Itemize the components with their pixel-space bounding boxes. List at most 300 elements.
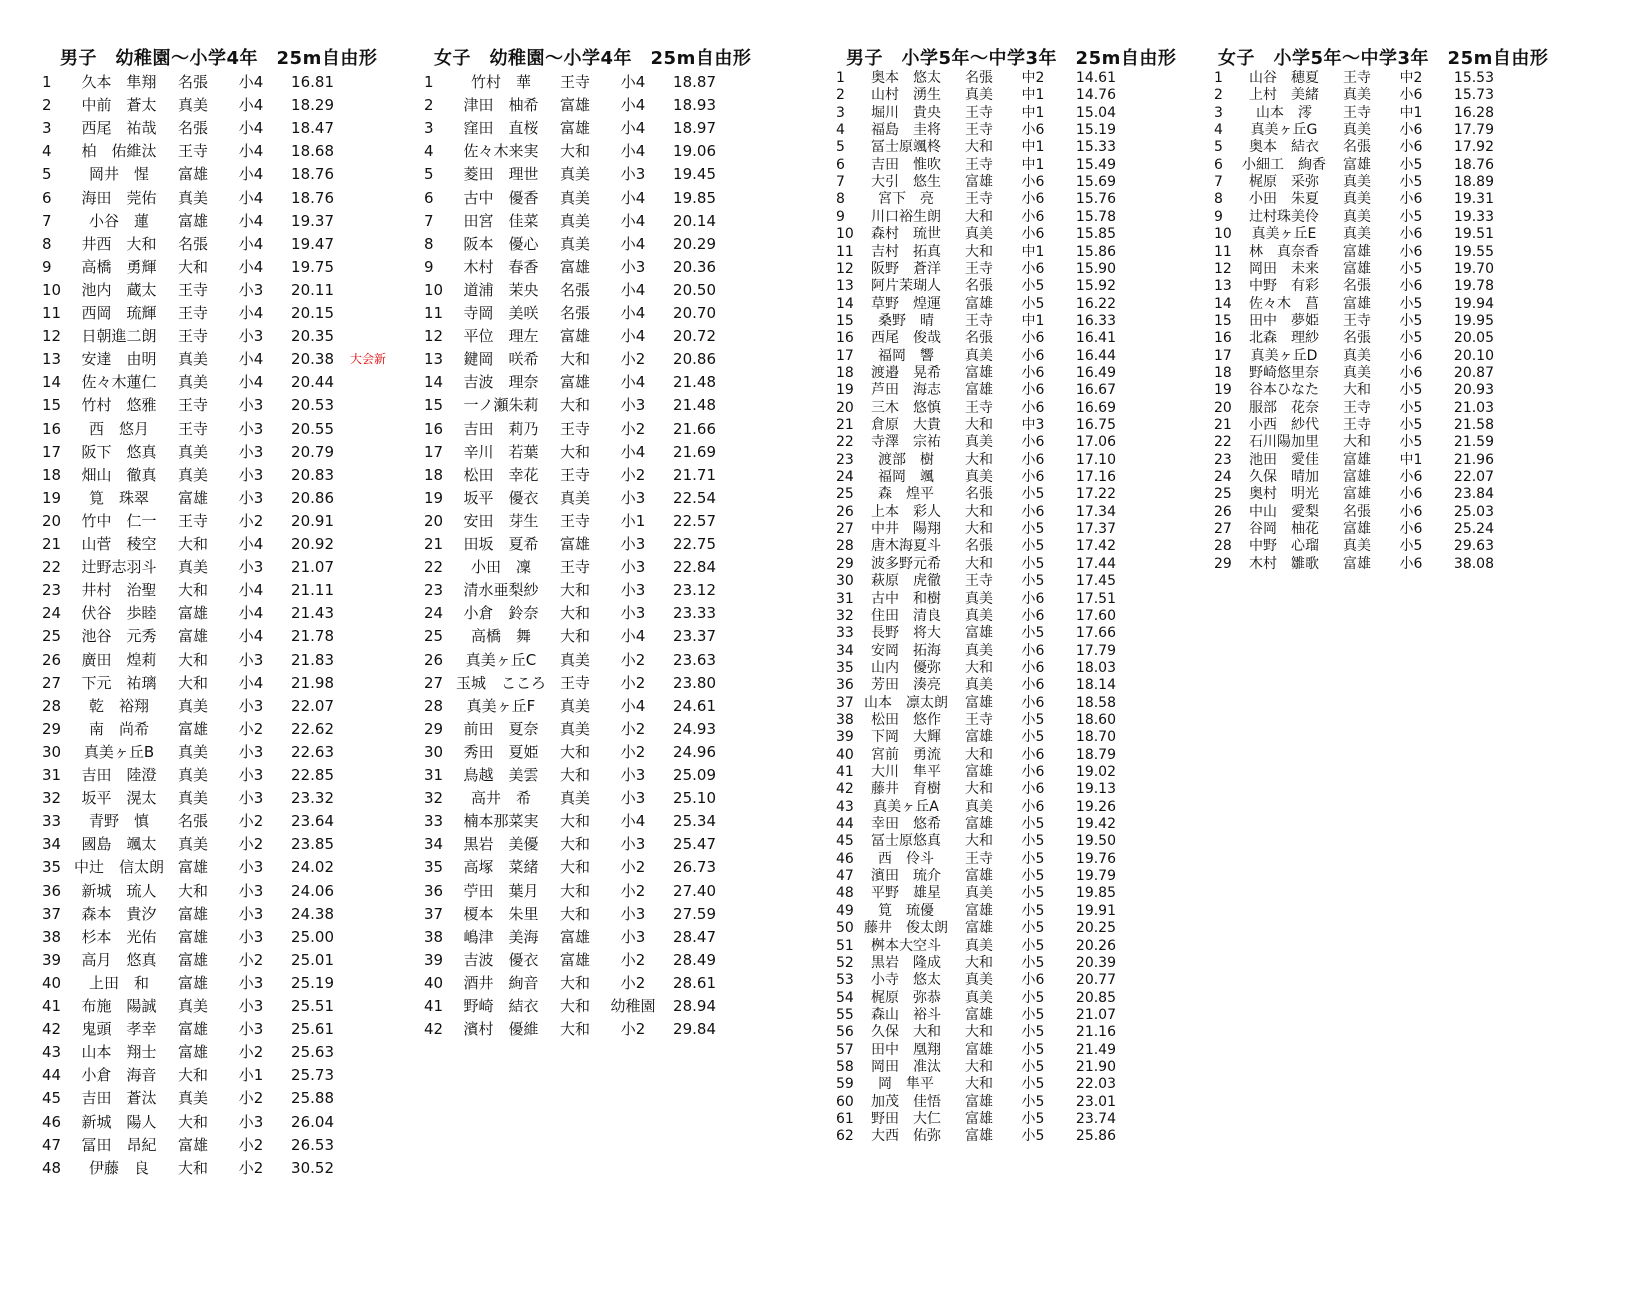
cell-rank: 17 bbox=[836, 347, 854, 364]
table-row bbox=[1214, 416, 1504, 434]
cell-team: 真美 bbox=[965, 885, 993, 902]
cell-time: 21.43 bbox=[291, 604, 334, 623]
table-row bbox=[836, 659, 1126, 677]
cell-team: 富雄 bbox=[1343, 469, 1371, 486]
cell-time: 22.62 bbox=[291, 719, 334, 738]
cell-grade: 小5 bbox=[1021, 573, 1045, 590]
cell-grade: 小3 bbox=[238, 881, 264, 900]
cell-time: 23.01 bbox=[1075, 1093, 1116, 1110]
table-row bbox=[42, 255, 342, 279]
cell-team: 真美 bbox=[559, 789, 590, 808]
cell-time: 18.60 bbox=[1075, 711, 1116, 728]
table-row bbox=[1214, 347, 1504, 365]
table-row bbox=[836, 225, 1126, 243]
cell-name: 中山 愛梨 bbox=[1249, 503, 1319, 520]
table-row bbox=[424, 324, 724, 348]
cell-team: 大和 bbox=[965, 1058, 993, 1075]
cell-time: 16.28 bbox=[1453, 104, 1494, 121]
table-row bbox=[1214, 468, 1504, 486]
cell-name: 山内 優弥 bbox=[871, 659, 941, 676]
cell-name: 上村 美緒 bbox=[1249, 87, 1319, 104]
cell-team: 真美 bbox=[965, 642, 993, 659]
table-row bbox=[42, 93, 342, 117]
cell-name: 藤井 俊太朗 bbox=[864, 920, 948, 937]
cell-team: 富雄 bbox=[1343, 555, 1371, 572]
cell-rank: 44 bbox=[836, 816, 854, 833]
cell-rank: 48 bbox=[836, 885, 854, 902]
cell-name: 竹中 仁一 bbox=[81, 511, 157, 530]
cell-rank: 6 bbox=[424, 188, 434, 207]
cell-name: 谷岡 柚花 bbox=[1249, 521, 1319, 538]
cell-rank: 46 bbox=[836, 850, 854, 867]
table-row bbox=[424, 879, 724, 903]
cell-grade: 小5 bbox=[1399, 208, 1423, 225]
table-row bbox=[1214, 156, 1504, 174]
cell-rank: 19 bbox=[42, 488, 62, 507]
table-row bbox=[424, 463, 724, 487]
table-row bbox=[836, 832, 1126, 850]
cell-team: 真美 bbox=[177, 835, 208, 854]
cell-time: 21.71 bbox=[673, 465, 716, 484]
cell-name: 大川 隼平 bbox=[871, 764, 941, 780]
cell-time: 22.07 bbox=[291, 696, 334, 715]
cell-grade: 小6 bbox=[1399, 87, 1423, 104]
cell-time: 19.31 bbox=[1453, 191, 1494, 208]
cell-grade: 小3 bbox=[620, 396, 646, 415]
cell-name: 西尾 俊哉 bbox=[871, 330, 941, 347]
cell-grade: 小3 bbox=[620, 488, 646, 507]
cell-name: 山村 湧生 bbox=[871, 87, 941, 104]
table-row bbox=[1214, 138, 1504, 156]
table-row bbox=[42, 486, 342, 510]
cell-time: 17.37 bbox=[1075, 521, 1116, 538]
cell-rank: 30 bbox=[836, 573, 854, 590]
cell-team: 真美 bbox=[965, 677, 993, 694]
cell-rank: 37 bbox=[836, 694, 854, 711]
cell-grade: 小5 bbox=[1399, 295, 1423, 312]
cell-rank: 33 bbox=[42, 812, 62, 831]
table-row bbox=[836, 399, 1126, 417]
cell-rank: 13 bbox=[836, 278, 854, 295]
cell-time: 24.38 bbox=[291, 904, 334, 923]
cell-grade: 小2 bbox=[620, 673, 646, 692]
cell-name: 筧 琉優 bbox=[878, 902, 934, 919]
cell-rank: 2 bbox=[42, 96, 52, 115]
cell-rank: 17 bbox=[1214, 347, 1232, 364]
cell-rank: 15 bbox=[42, 396, 62, 415]
cell-rank: 32 bbox=[424, 789, 444, 808]
cell-team: 富雄 bbox=[177, 904, 208, 923]
cell-grade: 小5 bbox=[1021, 989, 1045, 1006]
cell-grade: 小5 bbox=[1021, 1111, 1045, 1127]
table-row bbox=[42, 624, 342, 648]
cell-time: 29.63 bbox=[1453, 538, 1494, 555]
cell-time: 16.69 bbox=[1075, 399, 1116, 416]
table-row bbox=[836, 971, 1126, 989]
cell-time: 20.26 bbox=[1075, 937, 1116, 954]
cell-team: 富雄 bbox=[1343, 295, 1371, 312]
cell-name: 下元 祐璃 bbox=[81, 673, 157, 692]
table-row bbox=[424, 578, 724, 602]
cell-name: 松田 幸花 bbox=[463, 465, 539, 484]
cell-name: 高井 希 bbox=[470, 789, 531, 808]
cell-time: 20.53 bbox=[291, 396, 334, 415]
cell-grade: 小4 bbox=[238, 304, 264, 322]
table-row bbox=[42, 855, 342, 879]
cell-time: 15.19 bbox=[1075, 122, 1116, 139]
cell-rank: 19 bbox=[836, 382, 854, 399]
cell-rank: 4 bbox=[836, 122, 845, 139]
cell-team: 富雄 bbox=[559, 119, 590, 138]
cell-grade: 小2 bbox=[620, 742, 646, 761]
cell-name: 中前 蒼太 bbox=[81, 96, 157, 115]
cell-time: 20.38 bbox=[291, 350, 334, 369]
cell-grade: 中1 bbox=[1021, 243, 1045, 260]
cell-name: 谷本ひなた bbox=[1249, 382, 1319, 399]
cell-rank: 5 bbox=[836, 139, 845, 156]
table-row bbox=[836, 468, 1126, 486]
cell-name: 阿片茉瑚人 bbox=[871, 278, 941, 295]
cell-time: 15.33 bbox=[1075, 139, 1116, 156]
cell-time: 22.84 bbox=[673, 558, 716, 577]
cell-time: 25.47 bbox=[673, 835, 716, 854]
table-row bbox=[42, 971, 342, 995]
cell-grade: 小2 bbox=[238, 1158, 264, 1177]
cell-team: 富雄 bbox=[965, 1041, 993, 1058]
cell-grade: 中1 bbox=[1021, 139, 1045, 156]
table-row bbox=[836, 190, 1126, 208]
table-row bbox=[836, 104, 1126, 122]
cell-grade: 小5 bbox=[1021, 1058, 1045, 1075]
cell-rank: 25 bbox=[42, 627, 62, 646]
table-row bbox=[1214, 104, 1504, 122]
cell-grade: 小4 bbox=[620, 812, 646, 831]
table-row bbox=[42, 70, 342, 94]
cell-grade: 小5 bbox=[1399, 399, 1423, 416]
cell-time: 19.78 bbox=[1453, 278, 1494, 295]
cell-grade: 小3 bbox=[620, 766, 646, 784]
table-row bbox=[836, 138, 1126, 156]
cell-name: 吉田 蒼汰 bbox=[81, 1089, 157, 1108]
cell-name: 古中 優香 bbox=[463, 188, 539, 207]
cell-name: 伊藤 良 bbox=[88, 1158, 149, 1177]
cell-rank: 49 bbox=[836, 902, 854, 919]
table-row bbox=[424, 370, 724, 394]
cell-time: 25.63 bbox=[291, 1043, 334, 1062]
cell-time: 21.48 bbox=[673, 373, 716, 392]
cell-name: 奥村 明光 bbox=[1249, 486, 1319, 503]
cell-rank: 23 bbox=[42, 581, 62, 600]
table-row bbox=[836, 1041, 1126, 1059]
table-row bbox=[836, 347, 1126, 365]
cell-time: 19.06 bbox=[673, 142, 716, 161]
cell-time: 25.73 bbox=[291, 1066, 334, 1085]
cell-team: 真美 bbox=[965, 469, 993, 486]
table-row bbox=[836, 121, 1126, 139]
cell-name: 鬼頭 孝幸 bbox=[81, 1020, 157, 1039]
cell-time: 18.14 bbox=[1075, 677, 1116, 694]
cell-grade: 小6 bbox=[1021, 469, 1045, 486]
cell-rank: 18 bbox=[424, 465, 444, 484]
table-row bbox=[1214, 173, 1504, 191]
cell-team: 王寺 bbox=[559, 558, 590, 577]
cell-rank: 15 bbox=[836, 312, 854, 329]
cell-rank: 45 bbox=[42, 1089, 62, 1108]
cell-name: 岡井 惺 bbox=[88, 165, 149, 184]
cell-rank: 43 bbox=[836, 798, 854, 815]
cell-rank: 39 bbox=[42, 950, 62, 969]
cell-name: 前田 夏奈 bbox=[463, 719, 539, 738]
cell-time: 15.85 bbox=[1075, 226, 1116, 243]
cell-name: 真美ヶ丘B bbox=[83, 742, 155, 761]
cell-name: 真美ヶ丘F bbox=[466, 696, 536, 715]
cell-time: 17.44 bbox=[1075, 555, 1116, 572]
cell-time: 26.73 bbox=[673, 858, 716, 877]
table-row bbox=[424, 555, 724, 579]
table-row bbox=[42, 786, 342, 810]
cell-rank: 2 bbox=[424, 96, 434, 115]
cell-team: 富雄 bbox=[559, 927, 590, 946]
cell-team: 大和 bbox=[559, 881, 590, 900]
cell-name: 坂平 優衣 bbox=[463, 488, 539, 507]
cell-rank: 16 bbox=[42, 419, 62, 438]
cell-name: 宮下 亮 bbox=[878, 191, 934, 208]
cell-time: 17.45 bbox=[1075, 573, 1116, 590]
cell-time: 22.75 bbox=[673, 535, 716, 553]
table-row bbox=[42, 1110, 342, 1134]
cell-time: 25.01 bbox=[291, 950, 334, 969]
cell-rank: 55 bbox=[836, 1006, 854, 1023]
cell-grade: 中1 bbox=[1399, 451, 1423, 468]
cell-team: 富雄 bbox=[177, 719, 208, 738]
cell-grade: 小6 bbox=[1021, 503, 1045, 520]
cell-name: 木村 雛歌 bbox=[1249, 555, 1319, 572]
cell-rank: 40 bbox=[424, 973, 444, 992]
table-row bbox=[424, 902, 724, 926]
cell-team: 大和 bbox=[965, 503, 993, 520]
cell-grade: 小6 bbox=[1021, 746, 1045, 763]
cell-name: 筧 珠翠 bbox=[88, 488, 149, 507]
cell-rank: 33 bbox=[836, 625, 854, 642]
cell-team: 真美 bbox=[177, 766, 208, 784]
cell-rank: 14 bbox=[42, 373, 62, 392]
cell-team: 富雄 bbox=[177, 627, 208, 646]
cell-grade: 小4 bbox=[238, 165, 264, 184]
cell-grade: 小3 bbox=[238, 927, 264, 946]
table-row bbox=[424, 209, 724, 233]
cell-team: 大和 bbox=[965, 1076, 993, 1093]
table-row bbox=[424, 925, 724, 949]
cell-rank: 15 bbox=[424, 396, 444, 415]
cell-rank: 23 bbox=[1214, 451, 1232, 468]
cell-grade: 小2 bbox=[620, 650, 646, 669]
cell-name: 山本 澪 bbox=[1256, 104, 1312, 121]
cell-team: 王寺 bbox=[965, 104, 993, 121]
cell-rank: 12 bbox=[1214, 260, 1232, 277]
cell-grade: 小6 bbox=[1021, 208, 1045, 225]
cell-grade: 小3 bbox=[238, 742, 264, 761]
cell-rank: 21 bbox=[836, 417, 854, 433]
table-row bbox=[836, 416, 1126, 434]
section-title: 男子 小学5年～中学3年 25m自由形 bbox=[846, 48, 1177, 69]
cell-rank: 56 bbox=[836, 1024, 854, 1041]
cell-team: 真美 bbox=[965, 937, 993, 954]
cell-team: 真美 bbox=[559, 211, 590, 230]
table-row bbox=[42, 717, 342, 741]
cell-rank: 20 bbox=[836, 399, 854, 416]
table-row bbox=[836, 815, 1126, 833]
cell-name: 阪本 優心 bbox=[463, 234, 539, 253]
cell-grade: 小5 bbox=[1021, 885, 1045, 902]
cell-grade: 小2 bbox=[238, 511, 264, 530]
cell-name: 青野 慎 bbox=[88, 812, 149, 831]
cell-team: 真美 bbox=[559, 165, 590, 184]
cell-team: 大和 bbox=[559, 742, 590, 761]
table-row bbox=[836, 572, 1126, 590]
cell-time: 17.79 bbox=[1075, 642, 1116, 659]
cell-rank: 6 bbox=[42, 188, 52, 207]
cell-name: 加茂 佳悟 bbox=[871, 1093, 941, 1110]
table-row bbox=[836, 954, 1126, 972]
cell-time: 15.90 bbox=[1075, 260, 1116, 277]
cell-grade: 小4 bbox=[238, 73, 264, 91]
cell-grade: 小5 bbox=[1021, 538, 1045, 555]
cell-time: 22.57 bbox=[673, 511, 716, 530]
cell-team: 富雄 bbox=[965, 764, 993, 780]
table-row bbox=[836, 156, 1126, 174]
cell-grade: 小3 bbox=[238, 997, 264, 1015]
cell-team: 真美 bbox=[177, 696, 208, 715]
cell-grade: 小5 bbox=[1021, 937, 1045, 954]
table-row bbox=[836, 451, 1126, 469]
cell-grade: 小3 bbox=[620, 558, 646, 577]
cell-grade: 小5 bbox=[1021, 1076, 1045, 1093]
table-row bbox=[424, 740, 724, 764]
cell-time: 24.61 bbox=[673, 696, 716, 715]
cell-time: 17.79 bbox=[1453, 122, 1494, 139]
cell-name: 真美ヶ丘E bbox=[1251, 226, 1317, 243]
table-row bbox=[424, 1017, 724, 1041]
table-row bbox=[424, 440, 724, 464]
cell-grade: 小6 bbox=[1021, 347, 1045, 364]
table-row bbox=[42, 555, 342, 579]
cell-rank: 31 bbox=[42, 766, 62, 784]
cell-grade: 小4 bbox=[620, 119, 646, 138]
cell-team: 富雄 bbox=[965, 816, 993, 833]
cell-rank: 7 bbox=[836, 174, 845, 191]
cell-team: 名張 bbox=[559, 280, 590, 299]
cell-grade: 小2 bbox=[238, 950, 264, 969]
cell-grade: 小3 bbox=[238, 858, 264, 877]
cell-team: 富雄 bbox=[965, 920, 993, 937]
table-row bbox=[424, 417, 724, 441]
cell-name: 窪田 直桜 bbox=[463, 119, 539, 138]
cell-rank: 51 bbox=[836, 937, 854, 954]
cell-name: 玉城 こころ bbox=[455, 673, 546, 692]
cell-time: 22.54 bbox=[673, 488, 716, 507]
cell-name: 大西 佑弥 bbox=[871, 1128, 941, 1145]
cell-rank: 36 bbox=[836, 677, 854, 694]
cell-name: 石川陽加里 bbox=[1249, 434, 1319, 451]
cell-time: 15.53 bbox=[1453, 70, 1494, 86]
table-row bbox=[836, 86, 1126, 104]
cell-name: 桑野 晴 bbox=[878, 312, 934, 329]
cell-name: 野崎 結衣 bbox=[463, 997, 539, 1015]
cell-team: 名張 bbox=[965, 486, 993, 503]
cell-rank: 24 bbox=[1214, 469, 1232, 486]
cell-team: 真美 bbox=[177, 350, 208, 369]
cell-team: 王寺 bbox=[177, 280, 208, 299]
cell-rank: 62 bbox=[836, 1128, 854, 1145]
cell-rank: 16 bbox=[424, 419, 444, 438]
cell-time: 18.47 bbox=[291, 119, 334, 138]
table-row bbox=[836, 884, 1126, 902]
cell-rank: 22 bbox=[836, 434, 854, 451]
cell-rank: 42 bbox=[42, 1020, 62, 1039]
cell-name: 榎本 朱里 bbox=[463, 904, 539, 923]
cell-grade: 小6 bbox=[1021, 451, 1045, 468]
cell-rank: 11 bbox=[1214, 243, 1232, 260]
cell-time: 18.29 bbox=[291, 96, 334, 115]
cell-time: 24.06 bbox=[291, 881, 334, 900]
cell-grade: 小5 bbox=[1021, 816, 1045, 833]
cell-time: 24.93 bbox=[673, 719, 716, 738]
cell-rank: 35 bbox=[836, 659, 854, 676]
cell-grade: 小5 bbox=[1399, 538, 1423, 555]
cell-time: 23.84 bbox=[1453, 486, 1494, 503]
table-row bbox=[836, 69, 1126, 87]
cell-rank: 4 bbox=[42, 142, 52, 161]
cell-grade: 小2 bbox=[238, 1135, 264, 1154]
cell-name: 安岡 拓海 bbox=[871, 642, 941, 659]
table-row bbox=[1214, 243, 1504, 261]
cell-grade: 中1 bbox=[1399, 104, 1423, 121]
cell-rank: 22 bbox=[424, 558, 444, 577]
cell-time: 18.87 bbox=[673, 73, 716, 91]
cell-team: 真美 bbox=[559, 188, 590, 207]
cell-rank: 24 bbox=[836, 469, 854, 486]
cell-grade: 小6 bbox=[1399, 191, 1423, 208]
cell-time: 22.85 bbox=[291, 766, 334, 784]
cell-grade: 小6 bbox=[1399, 364, 1423, 381]
cell-name: 吉田 莉乃 bbox=[463, 419, 539, 438]
cell-name: 寺澤 宗祐 bbox=[871, 434, 941, 451]
cell-time: 28.61 bbox=[673, 973, 716, 992]
table-row bbox=[836, 520, 1126, 538]
cell-time: 19.51 bbox=[1453, 226, 1494, 243]
table-row bbox=[42, 1017, 342, 1041]
cell-time: 25.09 bbox=[673, 766, 716, 784]
table-row bbox=[42, 832, 342, 856]
cell-time: 21.07 bbox=[1075, 1006, 1116, 1023]
cell-name: 宮前 勇流 bbox=[871, 746, 941, 763]
table-row bbox=[42, 948, 342, 972]
cell-name: 中井 陽翔 bbox=[871, 521, 941, 538]
cell-team: 富雄 bbox=[177, 211, 208, 230]
table-row bbox=[836, 381, 1126, 399]
cell-time: 19.79 bbox=[1075, 868, 1116, 885]
cell-team: 大和 bbox=[965, 954, 993, 971]
cell-time: 28.94 bbox=[673, 997, 716, 1015]
cell-team: 真美 bbox=[177, 442, 208, 461]
cell-time: 19.91 bbox=[1075, 902, 1116, 919]
cell-time: 19.76 bbox=[1075, 850, 1116, 867]
cell-rank: 35 bbox=[424, 858, 444, 877]
cell-team: 大和 bbox=[965, 555, 993, 572]
table-row bbox=[42, 671, 342, 695]
cell-team: 真美 bbox=[1343, 364, 1371, 381]
cell-name: 田中 夢姫 bbox=[1249, 312, 1319, 329]
